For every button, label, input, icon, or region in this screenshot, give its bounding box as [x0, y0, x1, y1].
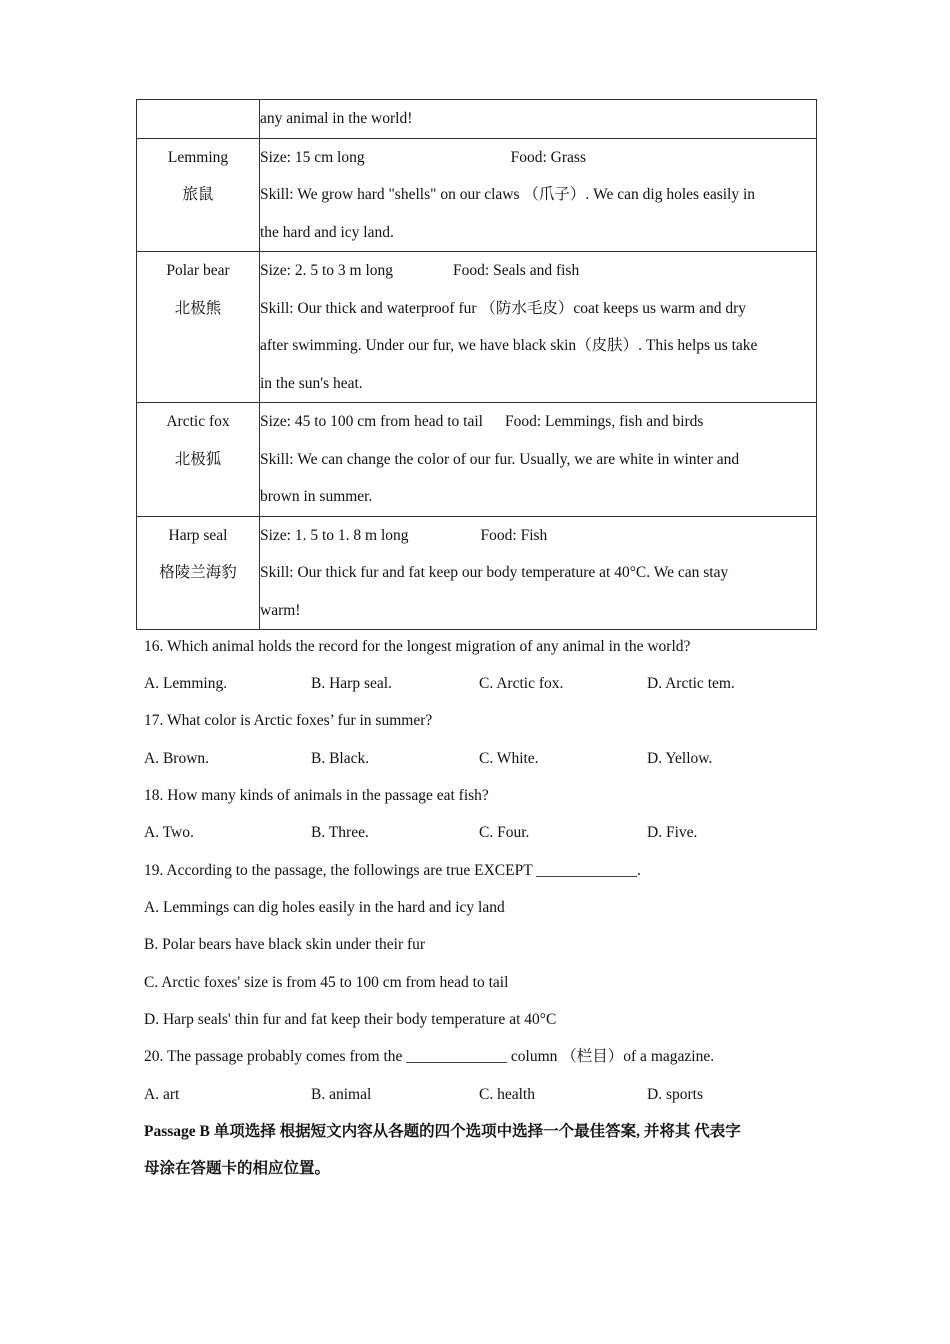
skill-line: brown in summer.	[260, 488, 373, 505]
option-b: B. Three.	[311, 824, 369, 841]
question-18-stem: 18. How many kinds of animals in the passage eat fish?	[144, 787, 489, 804]
option-c: C. Arctic fox.	[479, 675, 564, 692]
food-text: Food: Fish	[480, 526, 548, 544]
option-b: B. animal	[311, 1086, 372, 1103]
table-row	[137, 100, 817, 139]
option-b: B. Polar bears have black skin under their fur	[144, 936, 426, 953]
info-cell	[260, 403, 817, 517]
animal-info-table	[136, 99, 817, 630]
passage-b-instruction	[144, 1121, 741, 1143]
name-cell	[137, 138, 260, 252]
option-a: A. art	[144, 1086, 180, 1103]
option-d: D. sports	[647, 1086, 703, 1103]
option-a: A. Two.	[144, 824, 194, 841]
food-text: Food: Seals and fish	[453, 262, 580, 279]
name-cell-empty	[137, 100, 260, 139]
table-row	[137, 252, 817, 403]
option-b: B. Black.	[311, 750, 370, 767]
skill-line: Skill: We can change the color of our fur. Usually, we are white in winter and	[260, 450, 740, 468]
continuation-text: any animal in the world!	[260, 110, 413, 127]
animal-name-zh: 格陵兰海豹	[159, 564, 237, 581]
question-19-stem: 19. According to the passage, the followings are true EXCEPT _____________.	[144, 862, 641, 879]
skill-line: Skill: We grow hard "shells" on our claws （爪子）. We can dig holes easily in	[260, 186, 756, 203]
food-text: Food: Grass	[510, 148, 586, 166]
option-b: B. Harp seal.	[311, 675, 392, 692]
skill-line: warm!	[260, 601, 301, 619]
option-c: C. White.	[479, 750, 539, 767]
table-row	[137, 403, 817, 517]
animal-name-zh: 旅鼠	[182, 186, 214, 203]
animal-name-en: Arctic fox	[166, 413, 230, 430]
animal-name-en: Polar bear	[166, 262, 230, 279]
skill-line: in the sun's heat.	[260, 374, 363, 392]
passage-b-line1: 单项选择 根据短文内容从各题的四个选项中选择一个最佳答案, 并将其 代表字	[209, 1123, 741, 1140]
option-a: A. Lemmings can dig holes easily in the hard and icy land	[144, 899, 505, 916]
name-cell	[137, 403, 260, 517]
animal-name-en: Lemming	[167, 148, 229, 166]
skill-line: the hard and icy land.	[260, 223, 394, 241]
name-cell	[137, 252, 260, 403]
option-a: A. Brown.	[144, 750, 210, 767]
option-d: D. Yellow.	[647, 750, 713, 767]
question-16-stem: 16. Which animal holds the record for the longest migration of any animal in the world?	[144, 638, 691, 655]
size-text: Size: 15 cm long	[260, 148, 365, 166]
size-text: Size: 1. 5 to 1. 8 m long	[260, 526, 409, 544]
info-cell	[260, 138, 817, 252]
table-row	[137, 138, 817, 252]
info-cell	[260, 100, 817, 139]
name-cell	[137, 516, 260, 630]
animal-name-zh: 北极狐	[174, 450, 222, 468]
question-20-stem: 20. The passage probably comes from the _____________ column （栏目）of a magazine.	[144, 1048, 715, 1065]
info-cell	[260, 252, 817, 403]
option-c: C. Four.	[479, 824, 530, 841]
skill-line: Skill: Our thick and waterproof fur （防水毛皮）coat keeps us warm and dry	[260, 299, 746, 317]
info-cell	[260, 516, 817, 630]
option-d: D. Harp seals' thin fur and fat keep their body temperature at 40°C	[144, 1011, 557, 1028]
skill-line: after swimming. Under our fur, we have black skin（皮肤）. This helps us take	[260, 337, 758, 354]
option-d: D. Arctic tem.	[647, 675, 735, 692]
question-17-stem: 17. What color is Arctic foxes’ fur in summer?	[144, 712, 433, 729]
size-text: Size: 45 to 100 cm from head to tail	[260, 413, 483, 430]
option-a: A. Lemming.	[144, 675, 228, 692]
passage-b-line2: 母涂在答题卡的相应位置。	[144, 1160, 331, 1177]
option-c: C. Arctic foxes' size is from 45 to 100 cm from head to tail	[144, 974, 509, 991]
table-row	[137, 516, 817, 630]
animal-name-en: Harp seal	[168, 526, 228, 544]
size-text: Size: 2. 5 to 3 m long	[260, 262, 394, 279]
food-text: Food: Lemmings, fish and birds	[504, 413, 704, 430]
skill-line: Skill: Our thick fur and fat keep our body temperature at 40°C. We can stay	[260, 564, 729, 581]
animal-name-zh: 北极熊	[174, 299, 222, 317]
option-d: D. Five.	[647, 824, 698, 841]
passage-b-label: Passage B	[144, 1123, 210, 1140]
option-c: C. health	[479, 1086, 535, 1103]
